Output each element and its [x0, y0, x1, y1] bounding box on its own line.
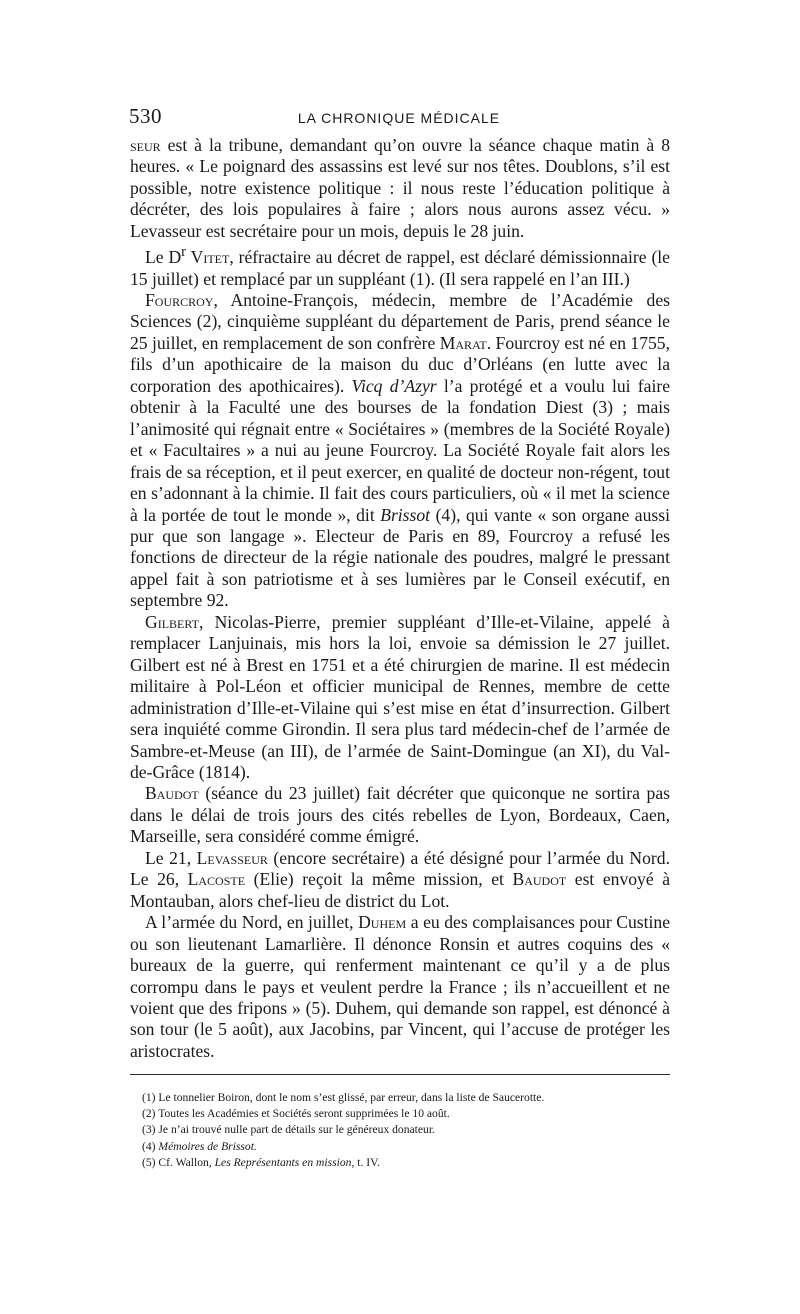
paragraph-text: . Fourcroy est né en 1755, fils d’un apothicaire de la maison du duc d’Orléans (en lutte avec la corporation des apothicaires).: [130, 332, 670, 396]
paragraph-text: , réfractaire au décret de rappel, est déclaré démissionnaire (le 15 juillet) et remplacé par un suppléant (1). (Il sera rappelé en l’an III.): [130, 247, 670, 289]
footnote-divider: [130, 1074, 670, 1075]
footnote-1: (1) Le tonnelier Boiron, dont le nom s’est glissé, par erreur, dans la liste de Saucerotte.: [142, 1091, 545, 1104]
paragraph-text: Le D: [145, 247, 182, 268]
small-caps-name: Lacoste: [187, 869, 246, 890]
italic-name: Vicq d’Azyr: [351, 375, 437, 396]
small-caps-name: seur: [130, 135, 161, 155]
paragraph-text: est envoyé à Montauban, alors chef-lieu de district du Lot.: [130, 869, 670, 911]
paragraph-text: est à la tribune, demandant qu’on ouvre la séance chaque matin à 8 heures. « Le poignard des assassins est levé sur nos têtes. Doublons, s’il est possible, notre existence politique : il nous reste l’éducation politique à décréter, des lois populaires à faire ; alors nous aurons assez vécu. » Levasseur est secrétaire pour un mois, depuis le 28 juin.: [130, 135, 670, 241]
footnote-title: Les Représentants en mission: [214, 1155, 352, 1169]
footnote-4: [142, 1139, 672, 1155]
paragraph-text: a eu des complaisances pour Custine ou son lieutenant Lamarlière. Il dénonce Ronsin et autres coquins des « bureaux de la guerre, qui renferment maintenant ce qu’il y a de plus corrompu dans le pays et veulent perdre la France ; ils n’accueillent et ne voient que des fripons » (5). Duhem, qui demande son rappel, est dénoncé à son tour (le 5 août), aux Jacobins, par Vincent, qui l’accuse de protéger les aristocrates.: [130, 912, 671, 1061]
footnote-text: (5) Cf. Wallon,: [142, 1155, 215, 1169]
footnote-3: (3) Je n’ai trouvé nulle part de détails sur le généreux donateur.: [142, 1123, 435, 1137]
footnote-5: [142, 1155, 672, 1171]
paragraph-2: [130, 242, 670, 290]
footnote-2: (2) Toutes les Académies et Sociétés seront supprimées le 10 août.: [142, 1107, 450, 1121]
footnotes: [142, 1090, 672, 1171]
paragraph-1: [130, 135, 670, 242]
small-caps-name: Duhem: [358, 912, 407, 933]
page-number: 530: [129, 104, 162, 128]
paragraph-text: (encore secrétaire) a été désigné pour l’armée du Nord. Le 26,: [130, 847, 670, 890]
paragraph-4: [130, 612, 670, 784]
footnote-title: Mémoires de Brissot.: [158, 1139, 257, 1153]
body-text: [130, 135, 670, 1062]
superscript: r: [181, 244, 187, 261]
small-caps-name: Marat: [439, 332, 487, 353]
paragraph-text: Le 21,: [145, 847, 197, 868]
paragraph-3: [130, 290, 670, 612]
small-caps-name: Baudot: [512, 869, 567, 890]
footnote-number: (4): [142, 1139, 159, 1153]
small-caps-name: Baudot: [145, 783, 199, 804]
small-caps-name: Gilbert: [145, 611, 199, 632]
small-caps-name: Vitet: [186, 247, 230, 268]
paragraph-7: [130, 912, 670, 1062]
paragraph-text: (Elie) reçoit la même mission, et: [245, 869, 513, 890]
small-caps-name: Fourcroy: [145, 290, 214, 311]
paragraph-text: A l’armée du Nord, en juillet,: [145, 912, 359, 933]
paragraph-text: (séance du 23 juillet) fait décréter que quiconque ne sortira pas dans le délai de trois jours des cités rebelles de Lyon, Bordeaux, Caen, Marseille, sera considéré comme émigré.: [130, 783, 670, 847]
paragraph-6: [130, 848, 670, 912]
paragraph-text: l’a protégé et a voulu lui faire obtenir à la Faculté une des bourses de la fondation Diest (3) ; mais l’animosité qui régnait entre « Sociétaires » (membres de la Société Royale) et « Facultaires » a nui au jeune Fourcroy. La Société Royale fait alors les frais de sa réception, et il peut exercer, en qualité de docteur non-régent, tout en s’adonnant à la chimie. Il fait des cours particuliers, où « il met la science à la portée de tout le monde », dit: [130, 375, 671, 525]
paragraph-5: [130, 783, 670, 847]
footnote-text: , t. IV.: [351, 1155, 380, 1169]
page-header: [129, 104, 669, 134]
paragraph-text: , Nicolas-Pierre, premier suppléant d’Ille-et-Vilaine, appelé à remplacer Lanjuinais, mis hors la loi, envoie sa démission le 27 juillet. Gilbert est né à Brest en 1751 et a été chirurgien de marine. Il est médecin militaire à Pol-Léon et officier municipal de Rennes, membre de cette administration d’Ille-et-Vilaine qui s’est mise en état d’insurrection. Gilbert sera inquiété comme Girondin. Il sera plus tard médecin-chef de l’armée de Sambre-et-Meuse (an III), de l’armée de Saint-Domingue (an XI), du Val-de-Grâce (1814).: [130, 611, 670, 782]
paragraph-text: , Antoine-François, médecin, membre de l’Académie des Sciences (2), cinquième suppléant du département de Paris, prend séance le 25 juillet, en remplacement de son confrère: [130, 290, 670, 353]
italic-name: Brissot: [380, 504, 431, 525]
paragraph-text: (4), qui vante « son organe aussi pur que son langage ». Electeur de Paris en 89, Fourcroy a refusé les fonctions de directeur de la régie nationale des poudres, malgré le pressant appel fait à son patriotisme et à ses lumières par le Conseil exécutif, en septembre 92.: [130, 504, 670, 611]
running-title: LA CHRONIQUE MÉDICALE: [297, 110, 501, 126]
small-caps-name: Levasseur: [196, 847, 268, 868]
